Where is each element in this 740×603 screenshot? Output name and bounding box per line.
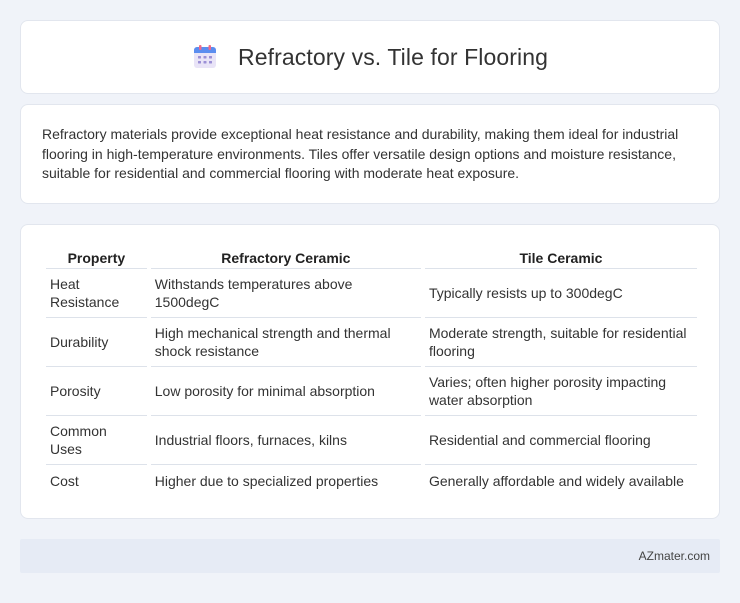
- column-header-property: Property: [46, 245, 147, 269]
- intro-text: Refractory materials provide exceptional heat resistance and durability, making them ideal for industrial flooring in high-temperature environments. Tiles offer versatile design options and moisture resistance, suitable for residential and commercial flooring with moderate heat exposure.: [42, 126, 679, 181]
- header-card: [20, 20, 720, 94]
- table-row: [46, 465, 697, 497]
- tile-cell: Residential and commercial flooring: [425, 416, 697, 465]
- column-header-refractory: Refractory Ceramic: [151, 245, 421, 269]
- property-cell: Porosity: [46, 367, 147, 416]
- tile-cell: Generally affordable and widely available: [428, 473, 684, 489]
- refractory-cell: High mechanical strength and thermal shock resistance: [151, 318, 421, 367]
- refractory-cell: Higher due to specialized properties: [154, 473, 379, 489]
- table-row: [46, 269, 697, 318]
- table-card: [20, 224, 720, 519]
- comparison-table: [42, 245, 701, 497]
- footer-brand: AZmater.com: [638, 549, 710, 563]
- property-cell: Durability: [46, 318, 147, 367]
- page-title: Refractory vs. Tile for Flooring: [238, 43, 548, 70]
- footer-bar: [20, 539, 720, 573]
- tile-cell: Varies; often higher porosity impacting water absorption: [425, 367, 697, 416]
- refractory-cell: Withstands temperatures above 1500degC: [151, 269, 421, 318]
- refractory-cell: Industrial floors, furnaces, kilns: [151, 416, 421, 465]
- tile-cell: Typically resists up to 300degC: [425, 269, 697, 318]
- property-cell: Heat Resistance: [46, 269, 147, 318]
- property-cell: Cost: [50, 473, 79, 489]
- table-row: [46, 367, 697, 416]
- tile-cell: Moderate strength, suitable for residential flooring: [425, 318, 697, 367]
- table-row: [46, 318, 697, 367]
- refractory-cell: Low porosity for minimal absorption: [151, 367, 421, 416]
- table-header-row: [46, 245, 697, 269]
- property-cell: Common Uses: [46, 416, 147, 465]
- table-row: [46, 416, 697, 465]
- title-wrap: [192, 44, 548, 71]
- intro-card: [20, 104, 720, 204]
- calendar-icon: [192, 44, 218, 70]
- column-header-tile: Tile Ceramic: [425, 245, 697, 269]
